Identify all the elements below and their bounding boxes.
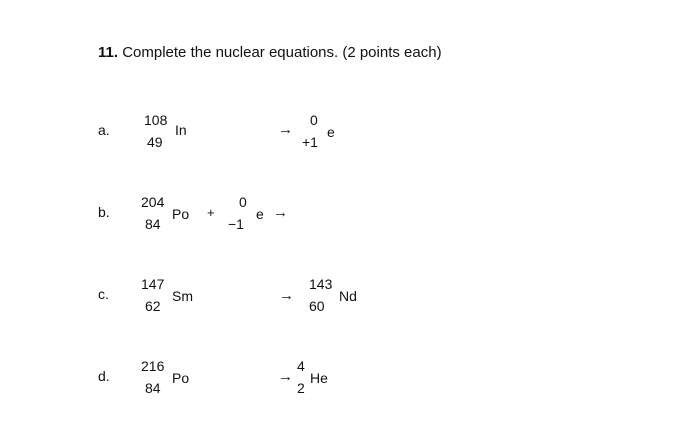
equation-letter: a. — [98, 122, 110, 138]
reaction-arrow: → — [278, 121, 293, 138]
equation-letter: c. — [98, 286, 109, 302]
product-symbol: e — [327, 124, 335, 140]
reactant-atomic-number: 62 — [145, 298, 161, 314]
equation-letter: b. — [98, 204, 110, 220]
equation-c — [0, 276, 700, 326]
reactant-symbol: Sm — [172, 288, 193, 304]
reactant-symbol: Po — [172, 370, 190, 386]
second-reactant-atomic-number: −1 — [228, 216, 244, 232]
product-mass-number: 4 — [297, 358, 305, 374]
product-atomic-number: 2 — [297, 380, 305, 396]
reaction-arrow: → — [273, 204, 288, 221]
plus-sign: + — [207, 205, 215, 220]
reactant-mass-number: 108 — [144, 112, 168, 128]
equation-b — [0, 194, 700, 244]
second-reactant-mass-number: 0 — [239, 194, 247, 210]
product-mass-number: 0 — [310, 112, 318, 128]
reactant-atomic-number: 84 — [145, 216, 161, 232]
reactant-atomic-number: 49 — [147, 134, 163, 150]
second-reactant-symbol: e — [256, 206, 264, 222]
question-title — [98, 44, 442, 61]
reactant-mass-number: 204 — [141, 194, 165, 210]
product-mass-number: 143 — [309, 276, 333, 292]
reaction-arrow: → — [278, 368, 293, 385]
reactant-mass-number: 147 — [141, 276, 165, 292]
equation-d — [0, 358, 700, 408]
equation-letter: d. — [98, 368, 110, 384]
reactant-symbol: In — [175, 122, 187, 138]
reaction-arrow: → — [279, 287, 294, 304]
question-text: Complete the nuclear equations. (2 points each) — [122, 44, 442, 61]
product-atomic-number: 60 — [309, 298, 325, 314]
reactant-atomic-number: 84 — [145, 380, 161, 396]
question-number: 11. — [98, 44, 119, 61]
product-atomic-number: +1 — [302, 134, 318, 150]
reactant-symbol: Po — [172, 206, 190, 222]
reactant-mass-number: 216 — [141, 358, 165, 374]
product-symbol: He — [310, 370, 328, 386]
equation-a — [0, 112, 700, 162]
product-symbol: Nd — [339, 288, 357, 304]
